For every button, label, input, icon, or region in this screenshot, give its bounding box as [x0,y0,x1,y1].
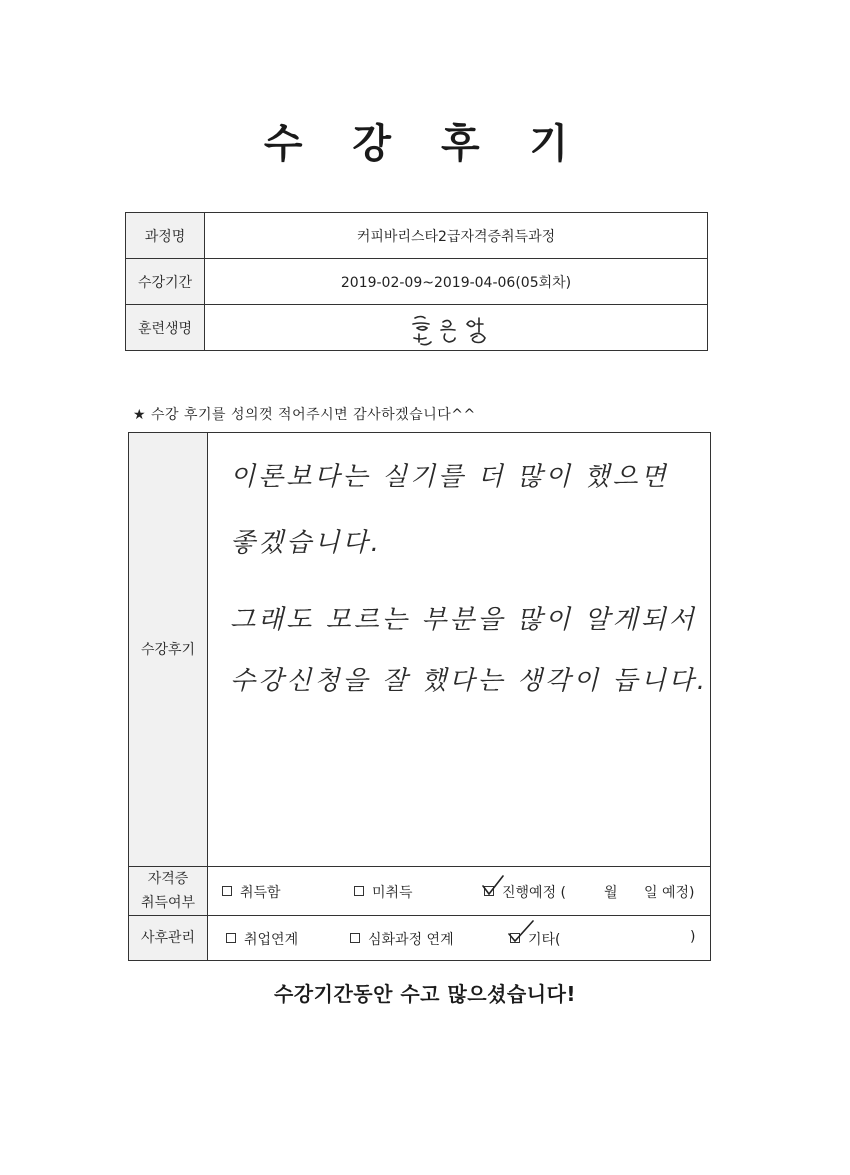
review-row [129,433,711,867]
trainee-row [126,305,708,351]
page-title: 수 강 후 기 [263,121,587,167]
option-label: 미취득 [372,885,413,901]
review-line-2: 좋겠습니다. [230,528,382,558]
close-paren: ) [690,929,696,945]
checkmark-icon [480,873,506,899]
course-value: 커피바리스타2급자격증취득과정 [205,213,708,259]
aftercare-row [129,916,711,961]
option-label: 진행예정 ( [502,885,567,901]
certification-options [208,867,711,916]
handwritten-review [208,433,712,866]
review-line-4: 수강신청을 잘 했다는 생각이 듭니다. [230,666,709,696]
review-label: 수강후기 [129,433,208,867]
checkbox[interactable] [354,886,364,896]
checkbox[interactable] [222,886,232,896]
option-advanced-course[interactable] [350,929,454,949]
course-info-table [125,212,708,351]
checkmark-icon [506,918,536,946]
signature-stroke [441,320,455,342]
course-row [126,213,708,259]
certification-row [129,867,711,916]
certification-label-line1: 자격증 [147,871,189,887]
checkbox[interactable] [226,933,236,943]
option-not-acquired[interactable] [354,882,413,902]
trainee-signature-cell [205,305,708,351]
signature-stroke [413,316,431,344]
trainee-label: 훈련생명 [126,305,205,351]
period-row [126,259,708,305]
review-line-3: 그래도 모르는 부분을 많이 알게되서 [230,605,697,635]
checkbox[interactable] [350,933,360,943]
option-label: 심화과정 연계 [368,932,454,948]
instruction-text: ★ 수강 후기를 성의껏 적어주시면 감사하겠습니다^^ [133,407,476,423]
review-content[interactable] [208,433,711,867]
month-label: 월 [604,885,618,901]
aftercare-label: 사후관리 [129,916,208,961]
option-label: 기타( [528,932,561,948]
period-label: 수강기간 [126,259,205,305]
footer-message: 수강기간동안 수고 많으셨습니다! [273,982,577,1006]
review-line-1: 이론보다는 실기를 더 많이 했으면 [230,462,669,492]
handwritten-signature [401,308,511,348]
option-label: 취득함 [240,885,281,901]
review-table [128,432,711,961]
signature-stroke [467,318,485,343]
option-acquired[interactable] [222,882,281,902]
aftercare-options [208,916,711,961]
option-label: 취업연계 [244,932,299,948]
period-value: 2019-02-09~2019-04-06(05회차) [205,259,708,305]
course-label: 과정명 [126,213,205,259]
certification-label [129,867,208,916]
day-label: 일 예정) [644,885,695,901]
option-employment[interactable] [226,929,298,949]
certification-label-line2: 취득여부 [140,895,196,911]
